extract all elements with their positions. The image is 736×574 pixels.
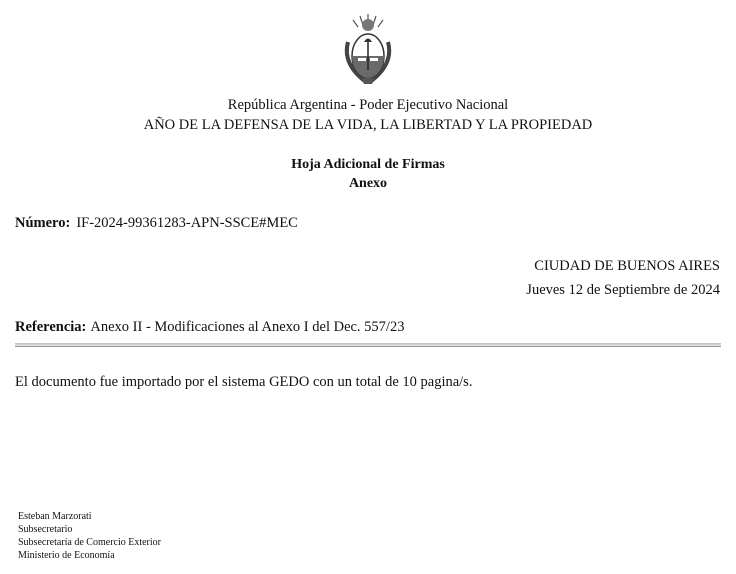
numero-label: Número: <box>15 215 71 231</box>
numero-row <box>15 215 298 232</box>
city: CIUDAD DE BUENOS AIRES <box>534 258 720 274</box>
signature-block <box>18 510 161 562</box>
date: Jueves 12 de Septiembre de 2024 <box>526 282 720 298</box>
signer-name: Esteban Marzorati <box>18 511 92 522</box>
document-subtitle: Anexo <box>348 176 388 191</box>
header-line-1: República Argentina - Poder Ejecutivo Nacional <box>227 97 509 113</box>
document-title: Hoja Adicional de Firmas <box>291 157 445 172</box>
header-line-2: AÑO DE LA DEFENSA DE LA VIDA, LA LIBERTAD Y LA PROPIEDAD <box>143 117 593 133</box>
coat-of-arms-icon <box>336 12 400 88</box>
referencia-value: Anexo II - Modificaciones al Anexo I del Dec. 557/23 <box>90 319 405 335</box>
divider <box>15 343 721 347</box>
numero-value: IF-2024-99361283-APN-SSCE#MEC <box>76 215 298 231</box>
body-text: El documento fue importado por el sistema GEDO con un total de 10 pagina/s. <box>15 374 473 390</box>
signer-ministry: Ministerio de Economía <box>18 550 115 561</box>
referencia-row <box>15 319 404 336</box>
signer-office: Subsecretaría de Comercio Exterior <box>18 537 161 548</box>
signer-role: Subsecretario <box>18 524 73 535</box>
referencia-label: Referencia: <box>15 319 87 335</box>
